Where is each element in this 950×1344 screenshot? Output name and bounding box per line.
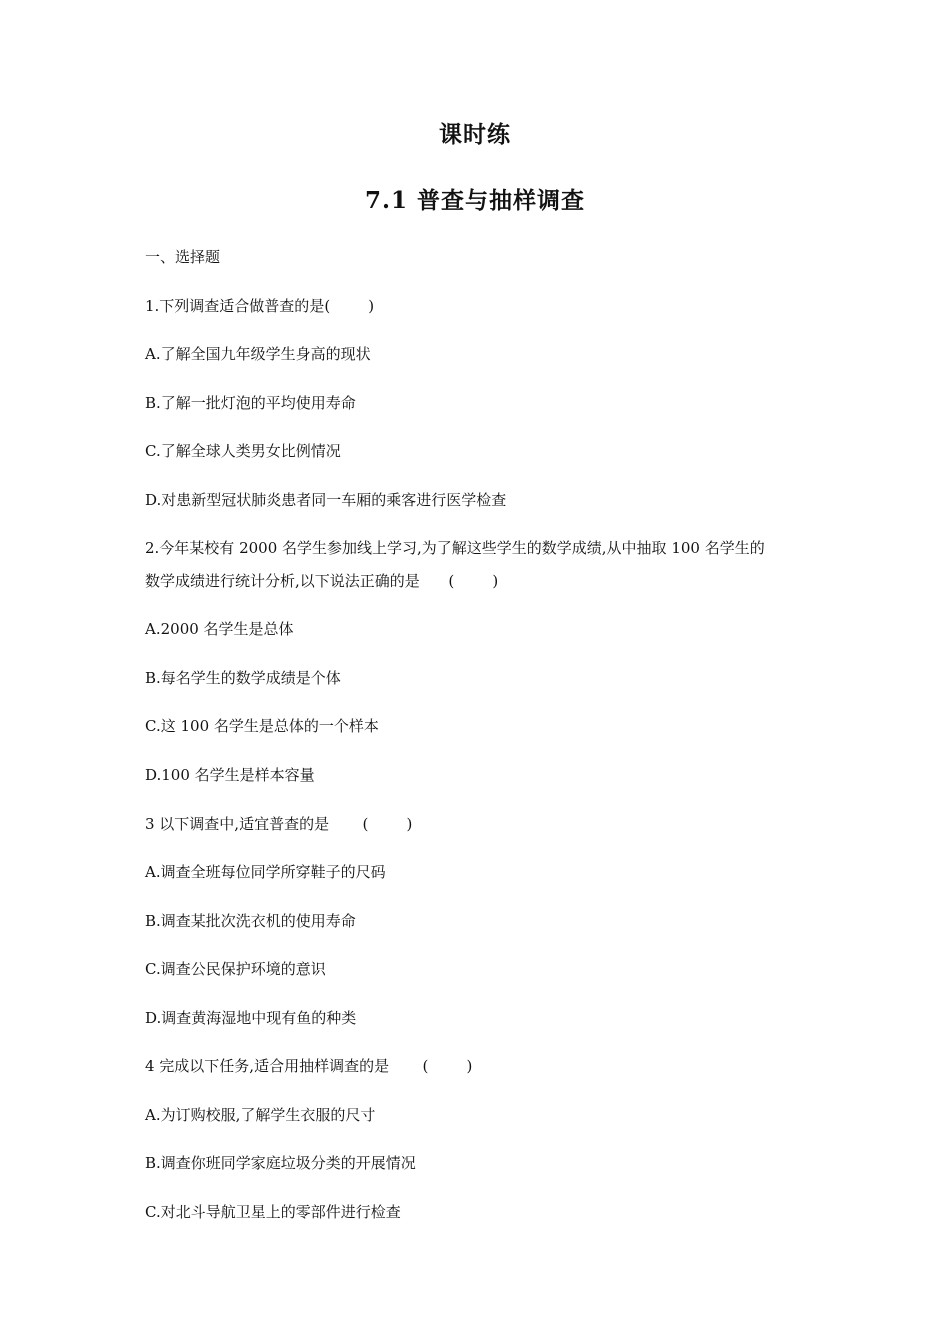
question-1-stem: 1.下列调查适合做普查的是( ) (145, 297, 375, 315)
question-2-stem-line-1: 2.今年某校有 2000 名学生参加线上学习,为了解这些学生的数学成绩,从中抽取 100 名学生的 (145, 539, 765, 557)
question-3-option-b: B.调查某批次洗衣机的使用寿命 (145, 912, 356, 930)
question-3-option-c: C.调查公民保护环境的意识 (145, 960, 326, 978)
question-1-option-b: B.了解一批灯泡的平均使用寿命 (145, 394, 356, 412)
question-2-option-a: A.2000 名学生是总体 (145, 620, 294, 638)
question-1-option-c: C.了解全球人类男女比例情况 (145, 442, 341, 460)
question-2-option-d: D.100 名学生是样本容量 (145, 766, 315, 784)
question-3-stem: 3 以下调查中,适宜普查的是 ( ) (145, 815, 413, 833)
question-4-option-c: C.对北斗导航卫星上的零部件进行检查 (145, 1203, 401, 1221)
question-4-option-a: A.为订购校服,了解学生衣服的尺寸 (145, 1106, 376, 1124)
question-3-option-d: D.调查黄海湿地中现有鱼的种类 (145, 1009, 357, 1027)
question-1-option-a: A.了解全国九年级学生身高的现状 (145, 345, 371, 363)
page-subtitle: 7.1 普查与抽样调查 (364, 187, 586, 214)
question-2-option-b: B.每名学生的数学成绩是个体 (145, 669, 341, 687)
question-1-option-d: D.对患新型冠状肺炎患者同一车厢的乘客进行医学检查 (145, 491, 507, 509)
question-3-option-a: A.调查全班每位同学所穿鞋子的尺码 (145, 863, 386, 881)
section-heading: 一、选择题 (145, 248, 221, 266)
question-4-stem: 4 完成以下任务,适合用抽样调查的是 ( ) (145, 1057, 473, 1075)
page-title: 课时练 (439, 121, 511, 148)
question-2-option-c: C.这 100 名学生是总体的一个样本 (145, 717, 379, 735)
question-4-option-b: B.调查你班同学家庭垃圾分类的开展情况 (145, 1154, 416, 1172)
question-2-stem-line-2: 数学成绩进行统计分析,以下说法正确的是 ( ) (145, 572, 499, 590)
